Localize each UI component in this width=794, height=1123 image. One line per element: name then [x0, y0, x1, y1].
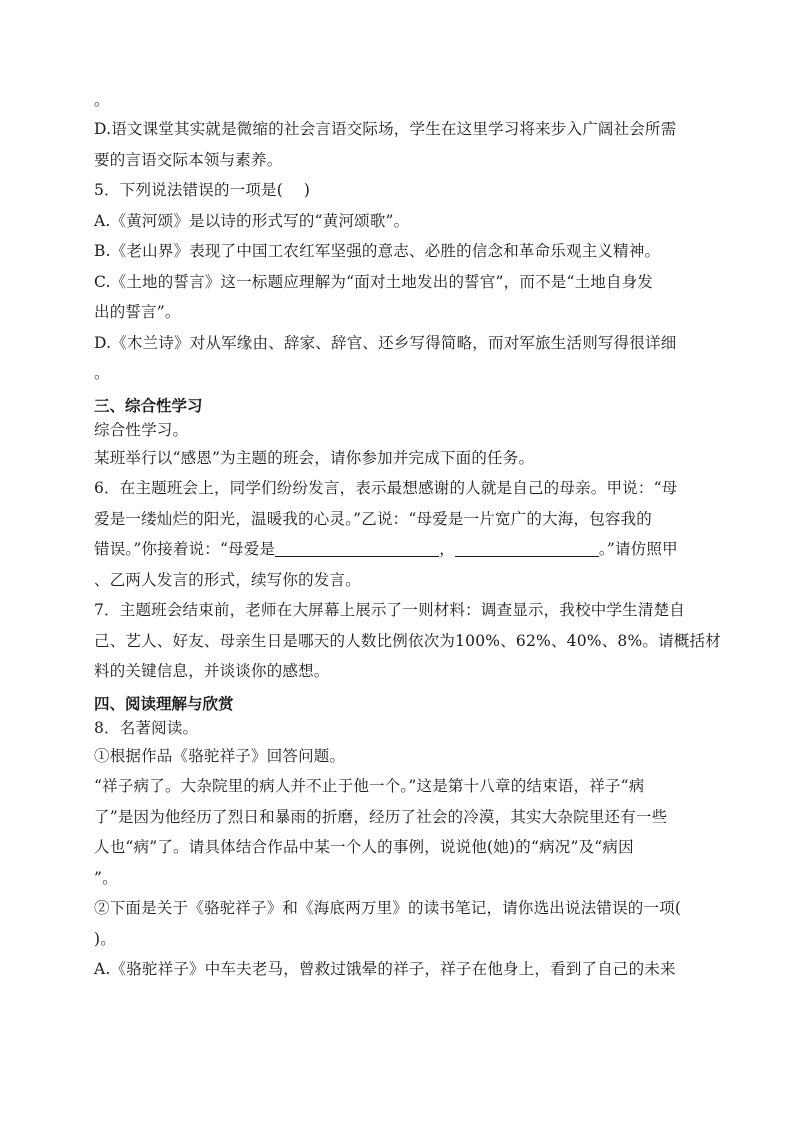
text-line: ”。	[94, 868, 118, 887]
option-a: A.《骆驼祥子》中车夫老马，曾救过饿晕的祥子，祥子在他身上，看到了自己的未来	[94, 960, 676, 978]
task-description: 某班举行以“感恩”为主题的班会，请你参加并完成下面的任务。	[94, 448, 535, 467]
option-d: D.《木兰诗》对从军缘由、辞家、辞官、还乡写得简略，而对军旅生活则写得很详细	[94, 333, 677, 352]
text-line: 料的关键信息，并谈谈你的感想。	[94, 662, 330, 680]
text-segment: 错误。”你接着说：“母爱是	[94, 540, 276, 558]
text-line: 。	[94, 91, 110, 109]
text-line: 爱是一缕灿烂的阳光，温暖我的心灵。”乙说：“母爱是一片宽广的大海，包容我的	[94, 509, 653, 528]
answer-blank-1[interactable]	[275, 538, 439, 557]
option-a: A.《黄河颂》是以诗的形式写的“黄河颂歌”。	[94, 211, 410, 230]
text-line: 。	[94, 364, 110, 382]
text-line: 了”是因为他经历了烈日和暴雨的折磨，经历了社会的冷漠，其实大杂院里还有一些	[94, 807, 668, 826]
section-heading-3: 三、综合性学习	[94, 396, 203, 415]
text-line: 人也“病”了。请具体结合作品中某一个人的事例，说说他(她)的“病况”及“病因	[94, 838, 634, 856]
question-8: 8．名著阅读。	[94, 718, 199, 737]
text-segment: ，	[439, 540, 455, 558]
text-line: 要的言语交际本领与素养。	[94, 150, 283, 169]
question-5: 5．下列说法错误的一项是( )	[94, 181, 311, 199]
sub-question-1: ①根据作品《骆驼祥子》回答问题。	[94, 746, 346, 765]
question-7: 7．主题班会结束前，老师在大屏幕上展示了一则材料：调查显示，我校中学生清楚自	[94, 601, 685, 619]
question-6: 6．在主题班会上，同学们纷纷发言，表示最想感谢的人就是自己的母亲。甲说：“母	[94, 479, 678, 497]
text-line-with-blanks	[94, 534, 700, 565]
text-line: 出的誓言”。	[94, 303, 181, 321]
text-segment: 。”请仿照甲	[598, 540, 678, 558]
text-line: 、乙两人发言的形式，续写你的发言。	[94, 570, 361, 589]
text-line: “祥子病了。大杂院里的病人并不止于他一个。”这是第十八章的结束语，祥子“病	[94, 777, 645, 795]
answer-blank-2[interactable]	[455, 538, 599, 557]
sub-question-2: ②下面是关于《骆驼祥子》和《海底两万里》的读书笔记，请你选出说法错误的一项(	[94, 899, 682, 917]
text-line: 己、艺人、好友、母亲生日是哪天的人数比例依次为100%、62%、40%、8%。请概括材	[94, 631, 721, 650]
text-line: )。	[94, 929, 116, 948]
section-intro: 综合性学习。	[94, 420, 189, 439]
section-heading-4: 四、阅读理解与欣赏	[94, 694, 234, 713]
option-c: C.《土地的誓言》这一标题应理解为“面对土地发出的誓官”，而不是“土地自身发	[94, 272, 654, 291]
text-line: D.语文课堂其实就是微缩的社会言语交际场，学生在这里学习将来步入广阔社会所需	[94, 120, 677, 138]
option-b: B.《老山界》表现了中国工农红军坚强的意志、必胜的信念和革命乐观主义精神。	[94, 242, 661, 260]
